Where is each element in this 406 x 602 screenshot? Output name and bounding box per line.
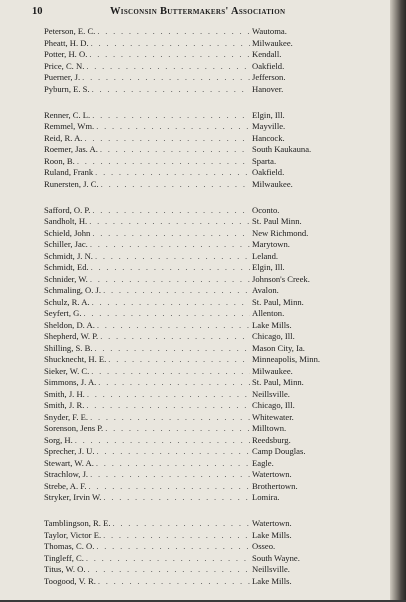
dot-leader	[82, 72, 250, 84]
member-name: Strebe, A. F.	[44, 480, 87, 491]
member-name: Remmel, Wm.	[44, 121, 95, 131]
dot-leader	[87, 389, 250, 401]
member-name: Sheldon, D. A.	[44, 319, 95, 330]
member-location: Hanover.	[252, 83, 284, 94]
member-entry	[44, 228, 364, 240]
member-location: Lake Mills.	[252, 319, 292, 330]
member-entry	[44, 530, 364, 542]
member-entry	[44, 343, 364, 355]
member-entry	[44, 492, 364, 504]
member-name: Sorenson, Jens P.	[44, 423, 104, 433]
dot-leader	[105, 423, 250, 435]
member-name: Schnider, W.	[44, 273, 88, 284]
member-location: Oakfield.	[252, 167, 285, 177]
member-location: Milltown.	[252, 423, 287, 433]
dot-leader	[92, 228, 250, 240]
member-location: Leland.	[252, 250, 279, 261]
member-entry	[44, 61, 364, 73]
member-entry	[44, 400, 364, 412]
dot-leader	[90, 412, 250, 424]
member-entry	[44, 205, 364, 217]
member-name: Sandholt, H.	[44, 216, 88, 226]
member-location: Eagle.	[252, 457, 274, 468]
member-name: Seyfert, G.	[44, 308, 82, 318]
dot-leader	[100, 331, 250, 343]
dot-leader	[103, 492, 250, 504]
member-location: Johnson's Creek.	[252, 273, 310, 284]
member-location: St. Paul Minn.	[252, 216, 302, 226]
member-location: St. Paul, Minn.	[252, 296, 304, 307]
member-location: Jefferson.	[252, 72, 286, 82]
member-name: Schulz, R. A.	[44, 296, 90, 307]
member-location: Mason City, Ia.	[252, 342, 305, 353]
member-name: Shepherd, W. P.	[44, 331, 99, 341]
dot-leader	[97, 320, 250, 332]
running-title: Wisconsin Buttermakers' Association	[110, 6, 286, 17]
dot-leader	[92, 297, 250, 309]
member-entry	[44, 167, 364, 179]
member-location: Lake Mills.	[252, 529, 292, 540]
member-entry	[44, 38, 364, 50]
member-location: Milwaukee.	[252, 365, 293, 376]
page-edge-shadow	[390, 0, 406, 600]
member-location: New Richmond.	[252, 227, 309, 238]
member-entry	[44, 366, 364, 378]
member-location: South Wayne.	[252, 552, 300, 563]
dot-leader	[90, 274, 250, 286]
member-location: Lomira.	[252, 492, 280, 502]
member-name: Safford, O. P.	[44, 204, 91, 215]
member-name: Runersten, J. C.	[44, 178, 99, 189]
member-entry	[44, 412, 364, 424]
member-location: Elgin, Ill.	[252, 109, 285, 120]
member-group	[44, 26, 364, 95]
member-name: Sieker, W. C.	[44, 365, 90, 376]
dot-leader	[103, 285, 250, 297]
dot-leader	[90, 469, 250, 481]
dot-leader	[112, 518, 250, 530]
member-name: Puerner, J.	[44, 72, 81, 82]
member-location: Chicago, Ill.	[252, 331, 295, 341]
dot-leader	[89, 216, 250, 228]
dot-leader	[108, 354, 250, 366]
member-location: Watertown.	[252, 518, 292, 528]
member-name: Titus, W. O.	[44, 564, 86, 574]
member-entry	[44, 274, 364, 286]
member-location: Neillsville.	[252, 564, 290, 574]
member-entry	[44, 179, 364, 191]
dot-leader	[90, 239, 250, 251]
member-name: Reid, R. A.	[44, 132, 83, 143]
member-entry	[44, 553, 364, 565]
dot-leader	[92, 84, 250, 96]
member-name: Potter, H. O.	[44, 49, 88, 59]
dot-leader	[75, 435, 250, 447]
member-entry	[44, 423, 364, 435]
dot-leader	[91, 366, 250, 378]
dot-leader	[84, 133, 250, 145]
member-name: Ruland, Frank	[44, 167, 94, 177]
member-location: Whitewater.	[252, 411, 294, 422]
member-name: Schield, John	[44, 227, 91, 238]
member-name: Tingleff, C.	[44, 552, 84, 563]
dot-leader	[89, 49, 250, 61]
member-name: Stryker, Irvin W.	[44, 492, 102, 502]
member-entry	[44, 285, 364, 297]
dot-leader	[98, 377, 250, 389]
member-location: St. Paul, Minn.	[252, 377, 304, 387]
page-header	[32, 6, 372, 22]
member-entry	[44, 133, 364, 145]
member-location: Wautoma.	[252, 26, 287, 36]
member-location: Oconto.	[252, 204, 280, 215]
page-number: 10	[32, 6, 43, 17]
member-name: Pheatt, H. D.	[44, 37, 89, 48]
member-name: Smith, J. H.	[44, 388, 85, 399]
member-entry	[44, 320, 364, 332]
member-entry	[44, 435, 364, 447]
dot-leader	[83, 308, 250, 320]
member-name: Taylor, Victor E.	[44, 529, 102, 540]
dot-leader	[86, 400, 250, 412]
member-location: Kendall.	[252, 49, 282, 59]
member-location: Elgin, Ill.	[252, 262, 285, 272]
member-name: Simmons, J. A.	[44, 377, 97, 387]
member-entry	[44, 564, 364, 576]
member-entry	[44, 518, 364, 530]
member-entry	[44, 354, 364, 366]
dot-leader	[96, 121, 250, 133]
member-name: Sorg, H.	[44, 434, 73, 445]
dot-leader	[96, 541, 250, 553]
member-entry	[44, 72, 364, 84]
member-name: Schiller, Jac.	[44, 239, 88, 249]
member-name: Roon, B.	[44, 155, 75, 166]
member-group	[44, 205, 364, 504]
member-group	[44, 110, 364, 191]
member-name: Schmidt, J. N.	[44, 250, 93, 261]
member-name: Tamblingson, R. E.	[44, 518, 111, 528]
member-name: Shucknecht, H. E.	[44, 354, 107, 364]
member-entry	[44, 144, 364, 156]
member-entry	[44, 331, 364, 343]
member-entry	[44, 121, 364, 133]
member-location: Allenton.	[252, 308, 285, 318]
member-entry	[44, 84, 364, 96]
dot-leader	[86, 61, 250, 73]
member-entry	[44, 216, 364, 228]
member-entry	[44, 110, 364, 122]
member-entry	[44, 389, 364, 401]
member-location: Minneapolis, Minn.	[252, 354, 321, 364]
member-name: Sprecher, J. U.	[44, 446, 95, 456]
member-location: Brothertown.	[252, 480, 298, 491]
member-name: Toogood, V. R.	[44, 575, 96, 586]
member-entry	[44, 458, 364, 470]
member-entry	[44, 469, 364, 481]
member-list	[44, 26, 364, 602]
member-name: Thomas, C. O.	[44, 541, 95, 551]
dot-leader	[100, 144, 250, 156]
member-location: Camp Douglas.	[252, 446, 306, 456]
member-name: Peterson, E. C.	[44, 26, 96, 36]
member-location: Watertown.	[252, 469, 292, 479]
member-entry	[44, 297, 364, 309]
dot-leader	[98, 576, 250, 588]
member-entry	[44, 446, 364, 458]
member-entry	[44, 239, 364, 251]
member-entry	[44, 541, 364, 553]
dot-leader	[95, 251, 250, 263]
member-name: Schmidt, Ed.	[44, 262, 89, 272]
dot-leader	[96, 458, 250, 470]
member-entry	[44, 481, 364, 493]
dot-leader	[91, 262, 250, 274]
dot-leader	[94, 343, 250, 355]
member-location: Reedsburg.	[252, 434, 291, 445]
member-group	[44, 518, 364, 587]
member-name: Schmaling, O. J.	[44, 285, 102, 295]
member-location: Osseo.	[252, 541, 276, 551]
member-name: Shilling, S. B.	[44, 342, 93, 353]
member-location: Sparta.	[252, 155, 277, 166]
member-entry	[44, 377, 364, 389]
member-location: Avalon.	[252, 285, 279, 295]
member-name: Strachlow, J.	[44, 469, 89, 479]
member-location: South Kaukauna.	[252, 144, 312, 154]
member-entry	[44, 251, 364, 263]
member-name: Pyburn, E. S.	[44, 83, 90, 94]
member-entry	[44, 26, 364, 38]
dot-leader	[92, 205, 250, 217]
member-name: Roemer, Jas. A.	[44, 144, 98, 154]
dot-leader	[77, 156, 250, 168]
member-location: Hancock.	[252, 132, 285, 143]
member-location: Neillsville.	[252, 388, 290, 399]
dot-leader	[86, 553, 250, 565]
dot-leader	[87, 564, 250, 576]
member-name: Price, C. N.	[44, 60, 85, 71]
member-entry	[44, 49, 364, 61]
dot-leader	[95, 167, 250, 179]
member-name: Renner, C. L.	[44, 109, 91, 120]
member-location: Lake Mills.	[252, 575, 292, 586]
member-location: Oakfield.	[252, 60, 285, 71]
dot-leader	[89, 481, 250, 493]
member-entry	[44, 576, 364, 588]
member-location: Mayville.	[252, 121, 286, 131]
member-location: Chicago, Ill.	[252, 400, 295, 410]
dot-leader	[101, 179, 250, 191]
dot-leader	[92, 110, 250, 122]
dot-leader	[103, 530, 250, 542]
member-location: Marytown.	[252, 239, 290, 249]
member-entry	[44, 156, 364, 168]
member-name: Smith, J. R.	[44, 400, 85, 410]
member-location: Milwaukee.	[252, 37, 293, 48]
member-entry	[44, 308, 364, 320]
member-name: Stewart, W. A.	[44, 457, 94, 468]
dot-leader	[97, 26, 250, 38]
member-location: Milwaukee.	[252, 178, 293, 189]
member-name: Snyder, F. E.	[44, 411, 89, 422]
member-entry	[44, 262, 364, 274]
dot-leader	[97, 446, 251, 458]
dot-leader	[91, 38, 250, 50]
